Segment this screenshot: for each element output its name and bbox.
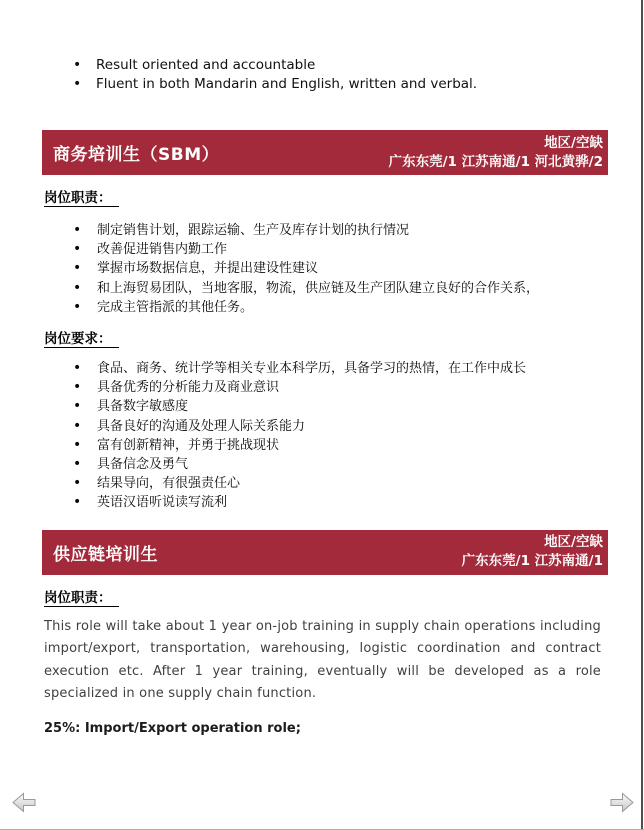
requirements-list — [73, 359, 608, 513]
job-description-paragraph: This role will take about 1 year on-job training in supply chain operations including import/export, transportation, warehousing, logistic coordination and contract execution etc. After 1 year training, eventually will be developed as a role specialized in one supply chain function. — [44, 618, 601, 702]
list-item: • 制定销售计划，跟踪运输、生产及库存计划的执行情况 — [73, 221, 608, 240]
list-item: • 富有创新精神，并勇于挑战现状 — [73, 436, 608, 455]
list-item: • 具备良好的沟通及处理人际关系能力 — [73, 417, 608, 436]
list-item: • Result oriented and accountable — [73, 56, 608, 75]
role-split-line: 25%: Import/Export operation role; — [44, 720, 301, 736]
window-right-border — [641, 0, 643, 830]
responsibilities-list — [73, 221, 608, 317]
list-item: • 完成主管指派的其他任务。 — [73, 298, 608, 317]
list-item: • 具备信念及勇气 — [73, 455, 608, 474]
next-page-button[interactable] — [610, 792, 634, 813]
vacancy-locations: 广东东莞/1 江苏南通/1 — [461, 553, 603, 570]
left-arrow-icon — [12, 792, 36, 813]
list-item: • 英语汉语听说读写流利 — [73, 493, 608, 512]
right-arrow-icon — [610, 792, 634, 813]
list-item: • 结果导向，有很强责任心 — [73, 474, 608, 493]
banner-region-block — [389, 134, 603, 172]
previous-page-button[interactable] — [12, 792, 36, 813]
list-item: • Fluent in both Mandarin and English, written and verbal. — [73, 75, 608, 94]
intro-bullet-list — [73, 56, 608, 94]
list-item: • 食品、商务、统计学等相关专业本科学历，具备学习的热情，在工作中成长 — [73, 359, 608, 378]
job-title: 商务培训生（SBM） — [53, 145, 220, 165]
responsibilities-heading: 岗位职责： — [44, 189, 608, 207]
list-item: • 掌握市场数据信息，并提出建设性建议 — [73, 259, 608, 278]
responsibilities-heading: 岗位职责： — [44, 589, 608, 607]
job-banner-supply-chain — [42, 530, 608, 575]
requirements-heading: 岗位要求： — [44, 330, 608, 348]
job-title: 供应链培训生 — [53, 544, 158, 565]
vacancy-locations: 广东东莞/1 江苏南通/1 河北黄骅/2 — [388, 153, 603, 170]
list-item: • 改善促进销售内勤工作 — [73, 240, 608, 259]
job-banner-sbm — [42, 130, 608, 175]
banner-region-block — [462, 533, 603, 571]
region-vacancy-label: 地区/空缺 — [544, 534, 603, 551]
list-item: • 和上海贸易团队，当地客服，物流，供应链及生产团队建立良好的合作关系， — [73, 279, 608, 298]
list-item: • 具备优秀的分析能力及商业意识 — [73, 378, 608, 397]
list-item: • 具备数字敏感度 — [73, 397, 608, 416]
region-vacancy-label: 地区/空缺 — [544, 134, 603, 151]
